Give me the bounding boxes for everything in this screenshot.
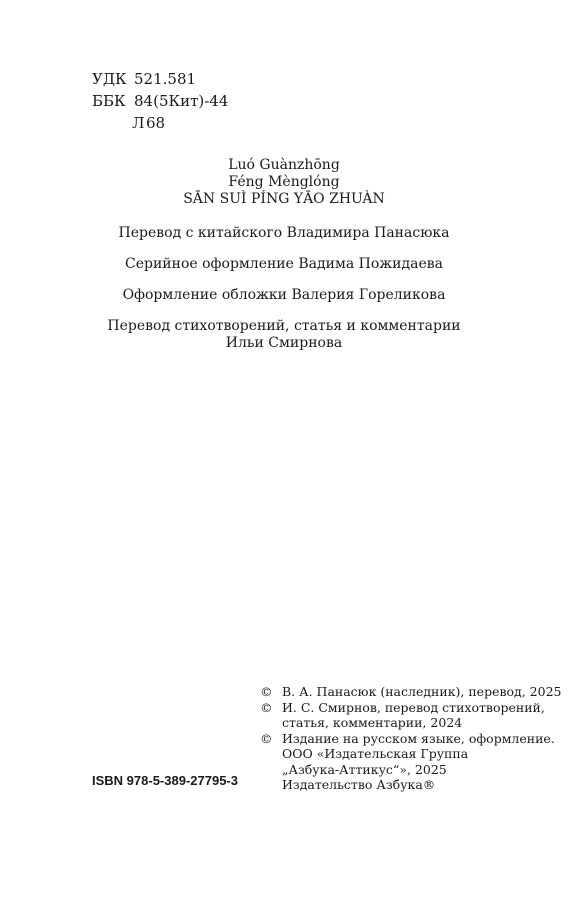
credit-line: Ильи Смирнова [225,335,343,351]
author-mark-label: Л [132,114,145,132]
credit-line: Перевод с китайского Владимира Панасюка [118,225,450,241]
copyright-line: ООО «Издательская Группа [282,746,469,761]
author-mark-value: 68 [146,114,166,132]
bbk-label: ББК [92,92,126,110]
copyright-line: „Азбука-Аттикус“», 2025 [282,761,447,777]
udk-label: УДК [92,70,127,88]
copyright-block [260,684,562,793]
copyright-line: В. А. Панасюк (наследник), перевод, 2025 [282,684,562,699]
author-name-1: Luó Guànzhōng [228,157,340,173]
copyright-line: статья, комментарии, 2024 [282,715,463,730]
copyright-entry [260,684,562,700]
original-title-text: SĀN SUÌ PÍNG YĀO ZHUÀN [183,191,385,207]
bbk-row [92,90,228,112]
original-title [0,157,568,208]
credit-series-design [0,256,568,273]
copyright-line: Издательство Азбука® [282,777,436,792]
bbk-value: 84(5Кит)-44 [134,92,229,110]
credit-line: Оформление обложки Валерия Гореликова [122,287,446,303]
copyright-icon: © [260,730,273,746]
credit-line: Серийное оформление Вадима Пожидаева [125,256,443,272]
credit-cover-design [0,287,568,304]
credit-poems-translation [0,318,568,352]
author-name-2: Féng Mènglóng [228,174,340,190]
copyright-entry [260,731,562,793]
copyright-icon: © [260,699,273,715]
classification-block [92,68,228,134]
isbn: ISBN 978-5-389-27795-3 [92,773,238,788]
copyright-line: Издание на русском языке, оформление. [282,730,555,746]
udk-value: 521.581 [134,70,197,88]
credit-translation [0,225,568,242]
copyright-line: И. С. Смирнов, перевод стихотворений, [282,699,545,715]
title-credits-block [0,157,568,352]
copyright-icon: © [260,684,273,699]
udk-row [92,68,228,90]
author-mark-row [92,112,228,134]
copyright-entry [260,700,562,731]
credit-line: Перевод стихотворений, статья и комментарии [107,318,461,334]
